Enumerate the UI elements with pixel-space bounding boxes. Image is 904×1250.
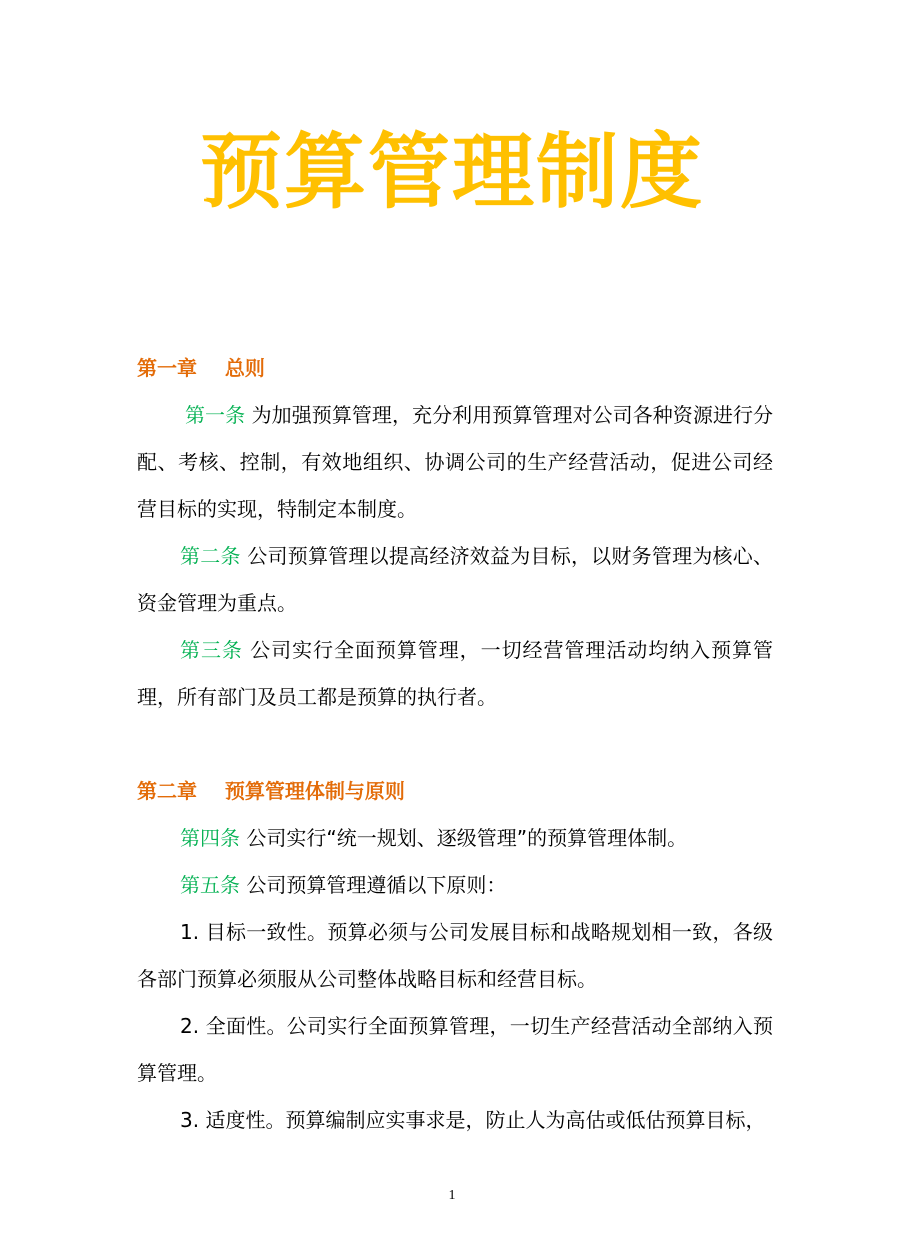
article-text: 公司实行“统一规划、逐级管理”的预算管理体制。 <box>246 826 688 850</box>
article-paragraph <box>137 862 773 909</box>
list-item: 2. 全面性。公司实行全面预算管理，一切生产经营活动全部纳入预算管理。 <box>137 1014 773 1085</box>
article-label: 第三条 <box>180 638 243 662</box>
article-paragraph <box>137 392 773 533</box>
spacer <box>137 721 773 768</box>
article-paragraph <box>137 627 773 721</box>
article-text: 公司预算管理以提高经济效益为目标，以财务管理为核心、资金管理为重点。 <box>137 544 774 615</box>
article-text: 公司预算管理遵循以下原则： <box>246 873 507 897</box>
article-paragraph <box>137 533 773 627</box>
article-text: 为加强预算管理，充分利用预算管理对公司各种资源进行分配、考核、控制，有效地组织、协调公司的生产经营活动，促进公司经营目标的实现，特制定本制度。 <box>137 403 774 521</box>
article-label: 第四条 <box>180 826 240 850</box>
document-body <box>137 345 773 1144</box>
article-label: 第二条 <box>180 544 241 568</box>
chapter-heading: 第一章 总则 <box>137 356 265 380</box>
article-label: 第五条 <box>180 873 240 897</box>
page-number: 1 <box>448 1188 456 1203</box>
document-title: 预算管理制度 <box>199 125 704 220</box>
article-text: 公司实行全面预算管理，一切经营管理活动均纳入预算管理，所有部门及员工都是预算的执行者。 <box>137 638 774 709</box>
article-paragraph <box>137 815 773 862</box>
article-label: 第一条 <box>185 403 246 427</box>
list-item: 1. 目标一致性。预算必须与公司发展目标和战略规划相一致，各级各部门预算必须服从公司整体战略目标和经营目标。 <box>137 920 773 991</box>
chapter-heading: 第二章 预算管理体制与原则 <box>137 779 405 803</box>
list-item: 3. 适度性。预算编制应实事求是，防止人为高估或低估预算目标， <box>180 1108 766 1132</box>
